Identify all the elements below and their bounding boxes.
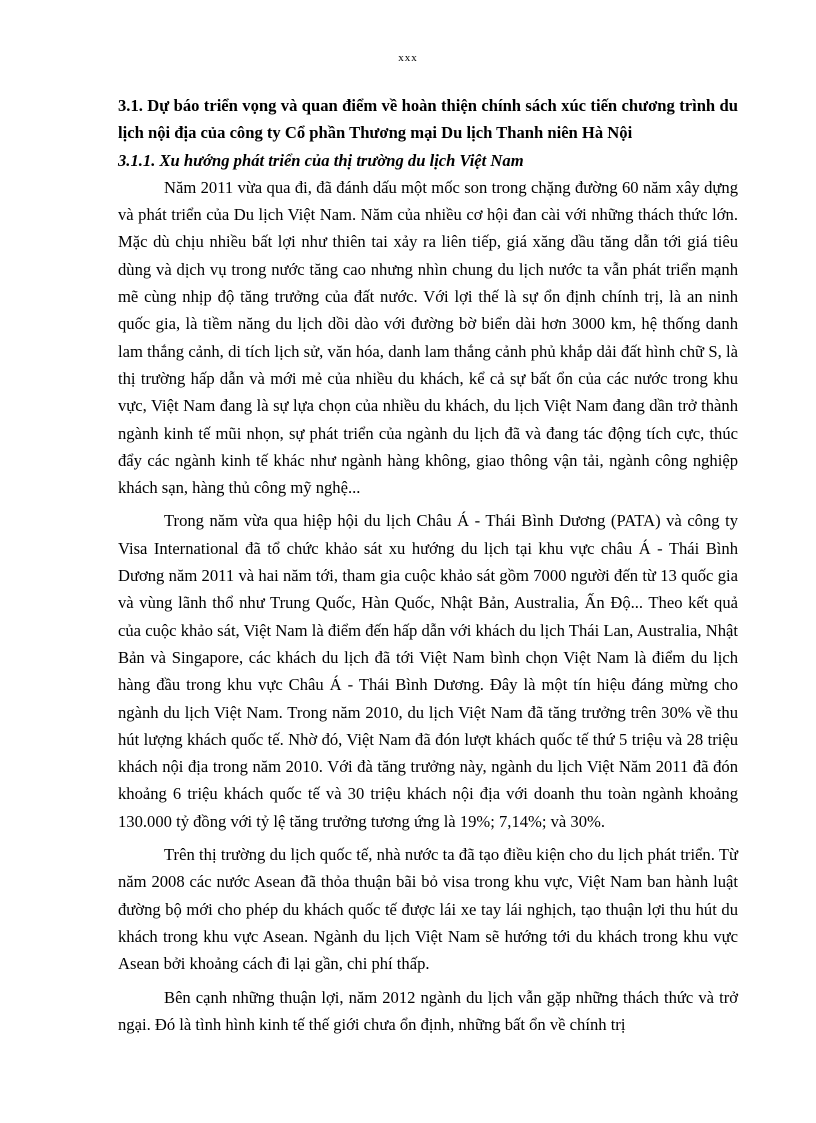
- document-body: [118, 92, 738, 1044]
- subsection-heading: 3.1.1. Xu hướng phát triển của thị trường du lịch Việt Nam: [118, 150, 524, 170]
- page-header: xxx: [398, 52, 418, 64]
- paragraph: Trên thị trường du lịch quốc tế, nhà nước ta đã tạo điều kiện cho du lịch phát triển. Từ năm 2008 các nước Asean đã thỏa thuận bãi bỏ visa trong khu vực, Việt Nam ban hành luật đường bộ mới cho phép du khách quốc tế được lái xe tay lái nghịch, tạo thuận lợi thu hút du khách trong khu vực Asean. Ngành du lịch Việt Nam sẽ hướng tới du khách trong khu vực Asean bởi khoảng cách đi lại gần, chi phí thấp.: [118, 845, 738, 974]
- section-heading: 3.1. Dự báo triển vọng và quan điểm về hoàn thiện chính sách xúc tiến chương trình du lịch nội địa của công ty Cổ phần Thương mại Du lịch Thanh niên Hà Nội: [118, 96, 738, 143]
- paragraph: Năm 2011 vừa qua đi, đã đánh dấu một mốc son trong chặng đường 60 năm xây dựng và phát triển của Du lịch Việt Nam. Năm của nhiều cơ hội đan cài với những thách thức lớn. Mặc dù chịu nhiều bất lợi như thiên tai xảy ra liên tiếp, giá xăng dầu tăng dẫn tới giá tiêu dùng và dịch vụ trong nước tăng cao nhưng nhìn chung du lịch nước ta vẫn phát triển mạnh mẽ cùng nhịp độ tăng trưởng của đất nước. Với lợi thế là sự ổn định chính trị, là an ninh quốc gia, là tiềm năng du lịch dồi dào với đường bờ biển dài hơn 3000 km, hệ thống danh lam thắng cảnh, di tích lịch sử, văn hóa, danh lam thắng cảnh phủ khắp dải đất hình chữ S, là thị trường hấp dẫn và mới mẻ của nhiều du khách, kể cả sự bất ổn của các nước trong khu vực, Việt Nam đang là sự lựa chọn của nhiều du khách, du lịch Việt Nam đang dần trở thành ngành kinh tế mũi nhọn, sự phát triển của ngành du lịch đã và đang tác động tích cực, thúc đẩy các ngành kinh tế khác như ngành hàng không, giao thông vận tải, ngành công nghiệp khách sạn, hàng thủ công mỹ nghệ...: [118, 177, 738, 498]
- paragraph: Trong năm vừa qua hiệp hội du lịch Châu Á - Thái Bình Dương (PATA) và công ty Visa International đã tổ chức khảo sát xu hướng du lịch tại khu vực châu Á - Thái Bình Dương năm 2011 và hai năm tới, tham gia cuộc khảo sát gồm 7000 người đến từ 13 quốc gia và vùng lãnh thổ như Trung Quốc, Hàn Quốc, Nhật Bản, Australia, Ấn Độ... Theo kết quả của cuộc khảo sát, Việt Nam là điểm đến hấp dẫn với khách du lịch Thái Lan, Australia, Nhật Bản và Singapore, các khách du lịch đã tới Việt Nam bình chọn Việt Nam là điểm du lịch hàng đầu trong khu vực Châu Á - Thái Bình Dương. Đây là một tín hiệu đáng mừng cho ngành du lịch Việt Nam. Trong năm 2010, du lịch Việt Nam đã tăng trưởng trên 30% về thu hút lượng khách quốc tế. Nhờ đó, Việt Nam đã đón lượt khách quốc tế thứ 5 triệu và 28 triệu khách nội địa trong năm 2010. Với đà tăng trưởng này, ngành du lịch Việt Năm 2011 đã đón khoảng 6 triệu khách quốc tế và 30 triệu khách nội địa với doanh thu toàn ngành khoảng 130.000 tỷ đồng với tỷ lệ tăng trưởng tương ứng là 19%; 7,14%; và 30%.: [118, 511, 738, 831]
- paragraph: Bên cạnh những thuận lợi, năm 2012 ngành du lịch vẫn gặp những thách thức và trở ngại. Đó là tình hình kinh tế thế giới chưa ổn định, những bất ổn về chính trị: [118, 987, 738, 1034]
